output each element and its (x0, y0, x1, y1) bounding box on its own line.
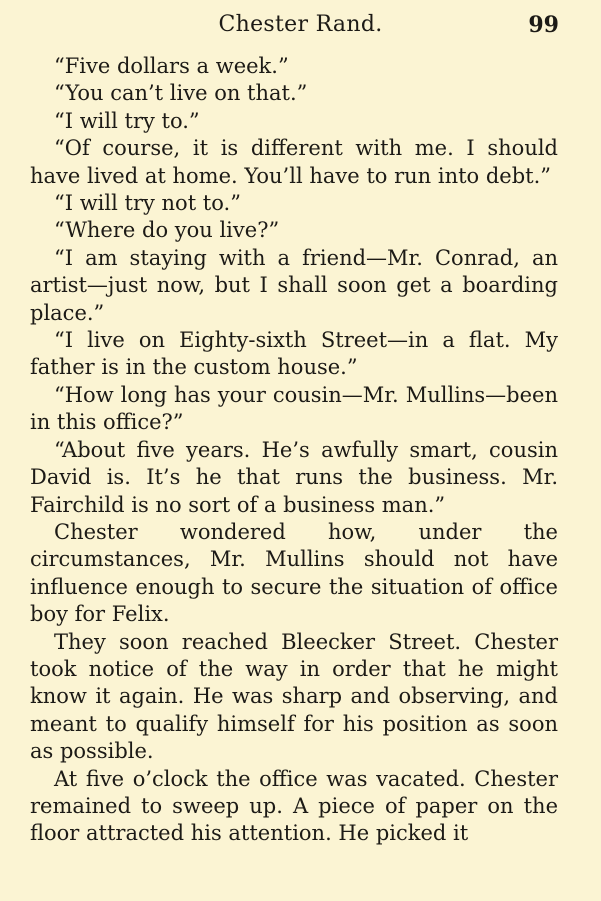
page-header (0, 10, 601, 44)
page-number: 99 (528, 12, 559, 38)
paragraph: They soon reached Bleecker Street. Chester took notice of the way in order that he might know it again. He was sharp and observing, and meant to qualify himself for his position as soon as possible. (30, 629, 558, 764)
paragraph: “I will try not to.” (54, 191, 241, 216)
paragraph: “Five dollars a week.” (54, 54, 289, 78)
paragraph: At five o’clock the office was vacated. Chester remained to sweep up. A piece of paper on the floor attracted his attention. He picked it (30, 766, 558, 846)
paragraph: “You can’t live on that.” (54, 81, 308, 106)
paragraph: “I will try to.” (54, 108, 200, 133)
paragraph: “How long has your cousin—Mr. Mullins—been in this office?” (30, 382, 558, 435)
running-title: Chester Rand. (218, 12, 383, 37)
paragraph: Chester wondered how, under the circumstances, Mr. Mullins should not have influence enough to secure the situation of office boy for Felix. (30, 519, 558, 627)
paragraph: “About five years. He’s awfully smart, cousin David is. It’s he that runs the business. Mr. Fairchild is no sort of a business man.” (30, 437, 558, 517)
paragraph: “Where do you live?” (54, 218, 280, 243)
paragraph: “I live on Eighty-sixth Street—in a flat. My father is in the custom house.” (30, 328, 558, 380)
paragraph: “I am staying with a friend—Mr. Conrad, an artist—just now, but I shall soon get a boarding place.” (30, 245, 558, 325)
paragraph: “Of course, it is different with me. I should have lived at home. You’ll have to run into debt.” (30, 136, 558, 188)
body-text (30, 53, 558, 848)
